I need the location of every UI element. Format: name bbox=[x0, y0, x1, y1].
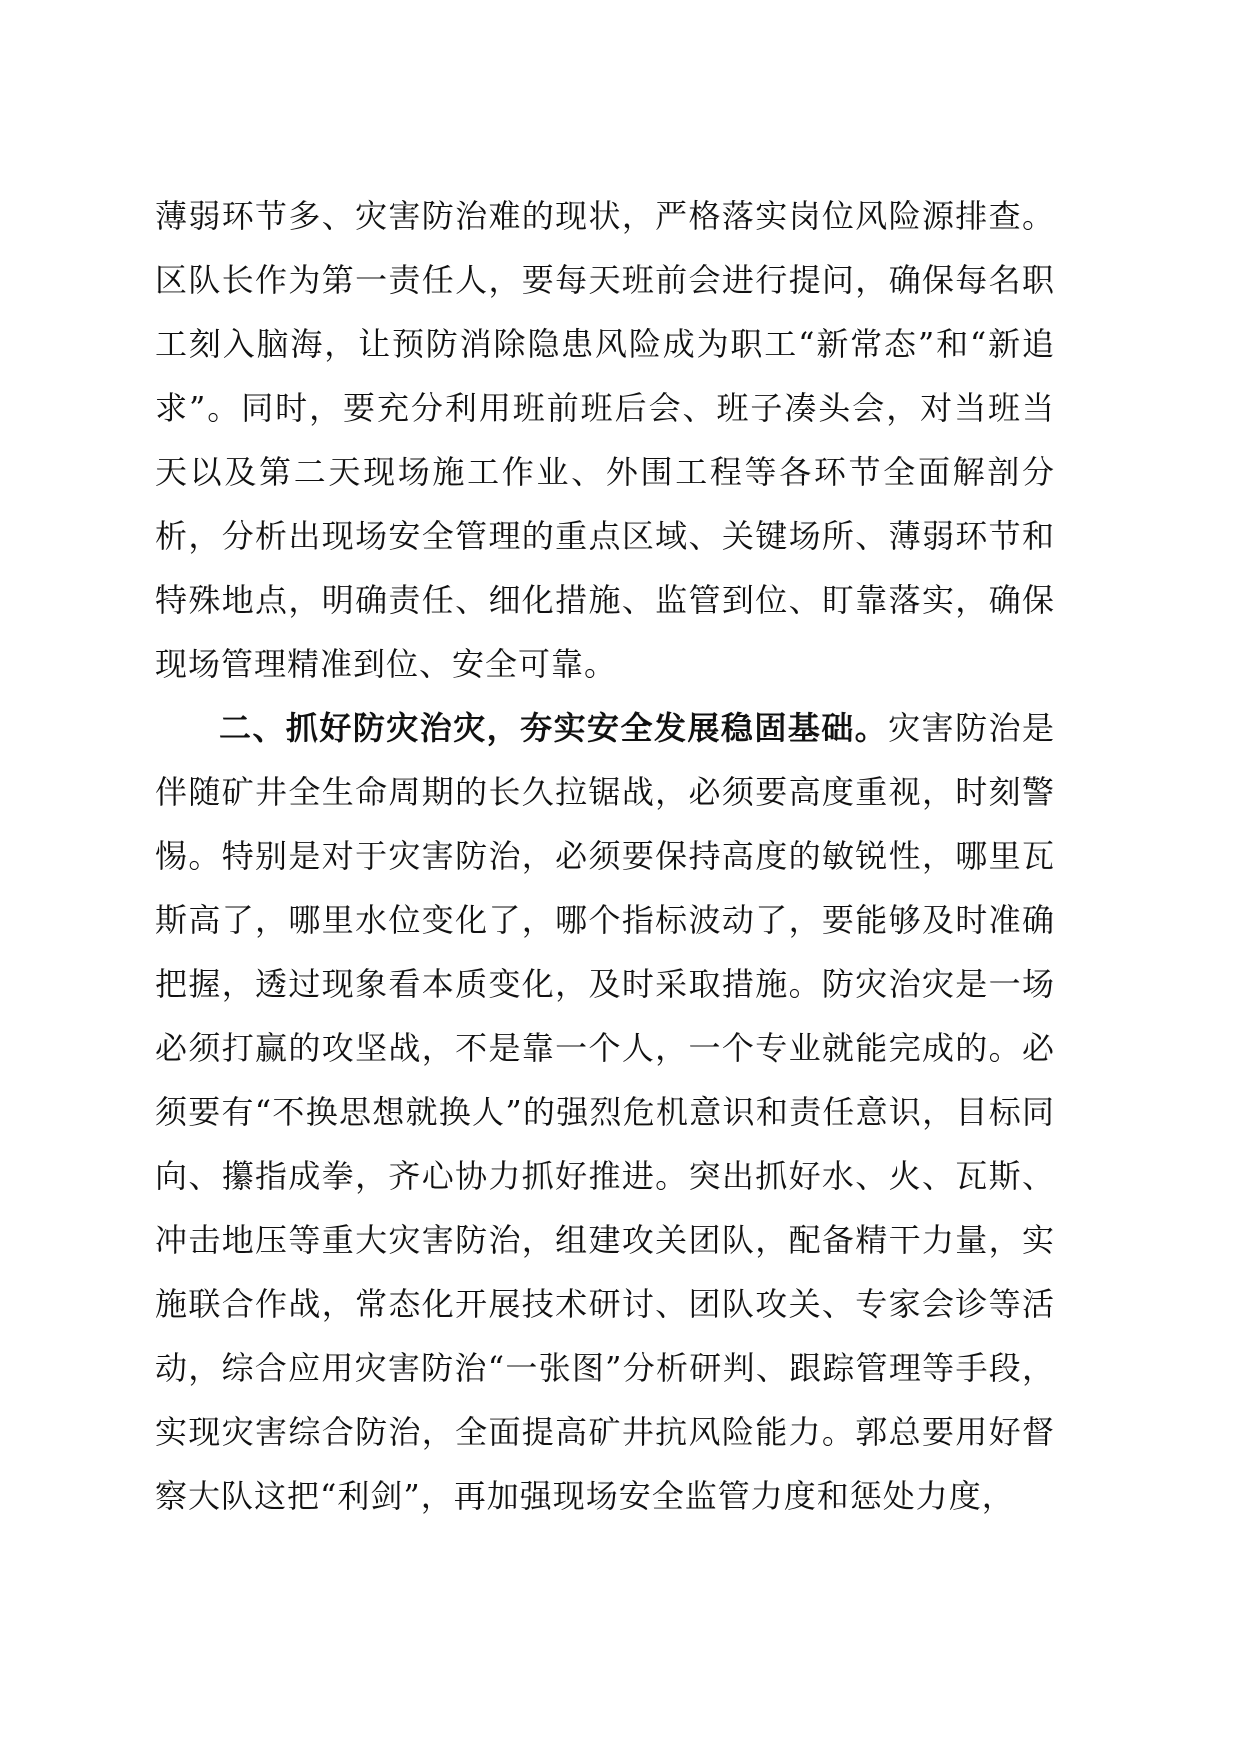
paragraph-continued: 薄弱环节多、灾害防治难的现状，严格落实岗位风险源排查。区队长作为第一责任人，要每天班前会进行提问，确保每名职工刻入脑海，让预防消除隐患风险成为职工“新常态”和“新追求”。同时，要充分利用班前班后会、班子凑头会，对当班当天以及第二天现场施工作业、外围工程等各环节全面解剖分析，分析出现场安全管理的重点区域、关键场所、薄弱环节和特殊地点，明确责任、细化措施、监管到位、盯靠落实，确保现场管理精准到位、安全可靠。 bbox=[155, 197, 1055, 683]
section-2-heading: 二、抓好防灾治灾，夯实安全发展稳固基础。 bbox=[219, 709, 889, 747]
section-2-body: 灾害防治是伴随矿井全生命周期的长久拉锯战，必须要高度重视，时刻警惕。特别是对于灾害防治，必须要保持高度的敏锐性，哪里瓦斯高了，哪里水位变化了，哪个指标波动了，要能够及时准确把握，透过现象看本质变化，及时采取措施。防灾治灾是一场必须打赢的攻坚战，不是靠一个人，一个专业就能完成的。必须要有“不换思想就换人”的强烈危机意识和责任意识，目标同向、攥指成拳，齐心协力抓好推进。突出抓好水、火、瓦斯、冲击地压等重大灾害防治，组建攻关团队，配备精干力量，实施联合作战，常态化开展技术研讨、团队攻关、专家会诊等活动，综合应用灾害防治“一张图”分析研判、跟踪管理等手段，实现灾害综合防治，全面提高矿井抗风险能力。郭总要用好督察大队这把“利剑”，再加强现场安全监管力度和惩处力度， bbox=[155, 709, 1055, 1515]
body-text bbox=[155, 184, 1055, 1528]
section-2-paragraph bbox=[155, 696, 1055, 1528]
